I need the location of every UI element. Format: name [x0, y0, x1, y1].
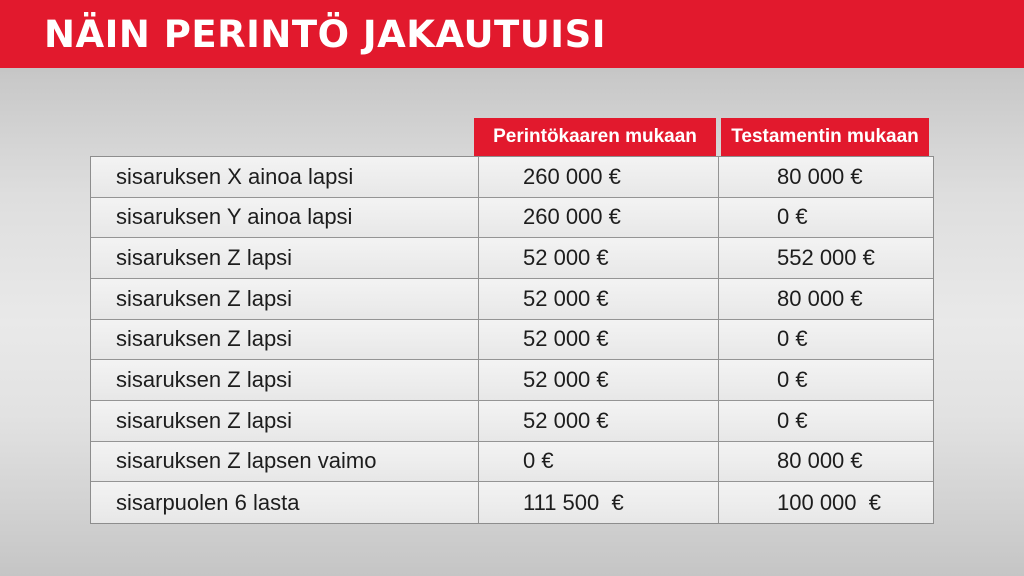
perintokaari-value-cell: 111 500 € [479, 482, 719, 523]
testamentti-value-cell: 100 000 € [719, 482, 933, 523]
row-label-cell: sisaruksen Z lapsi [91, 238, 479, 279]
row-label-cell: sisaruksen Z lapsen vaimo [91, 442, 479, 483]
perintokaari-value-cell: 0 € [479, 442, 719, 483]
testamentti-value-cell: 80 000 € [719, 279, 933, 320]
testamentti-value-cell: 0 € [719, 401, 933, 442]
row-label-cell: sisaruksen Y ainoa lapsi [91, 198, 479, 239]
row-label-cell: sisarpuolen 6 lasta [91, 482, 479, 523]
column-header-testamentti: Testamentin mukaan [721, 118, 929, 156]
testamentti-value-cell: 0 € [719, 320, 933, 361]
row-label-cell: sisaruksen Z lapsi [91, 360, 479, 401]
perintokaari-value-cell: 52 000 € [479, 320, 719, 361]
page-title: NÄIN PERINTÖ JAKAUTUISI [44, 12, 606, 56]
row-label-cell: sisaruksen Z lapsi [91, 279, 479, 320]
testamentti-value-cell: 0 € [719, 360, 933, 401]
title-banner [0, 0, 1024, 68]
testamentti-value-cell: 0 € [719, 198, 933, 239]
perintokaari-value-cell: 52 000 € [479, 360, 719, 401]
perintokaari-value-cell: 52 000 € [479, 279, 719, 320]
testamentti-value-cell: 552 000 € [719, 238, 933, 279]
testamentti-value-cell: 80 000 € [719, 442, 933, 483]
column-header-perintokaari: Perintökaaren mukaan [474, 118, 716, 156]
perintokaari-value-cell: 260 000 € [479, 157, 719, 198]
row-label-cell: sisaruksen Z lapsi [91, 401, 479, 442]
row-label-cell: sisaruksen Z lapsi [91, 320, 479, 361]
perintokaari-value-cell: 52 000 € [479, 238, 719, 279]
testamentti-value-cell: 80 000 € [719, 157, 933, 198]
perintokaari-value-cell: 260 000 € [479, 198, 719, 239]
row-label-cell: sisaruksen X ainoa lapsi [91, 157, 479, 198]
inheritance-table [90, 156, 934, 524]
perintokaari-value-cell: 52 000 € [479, 401, 719, 442]
